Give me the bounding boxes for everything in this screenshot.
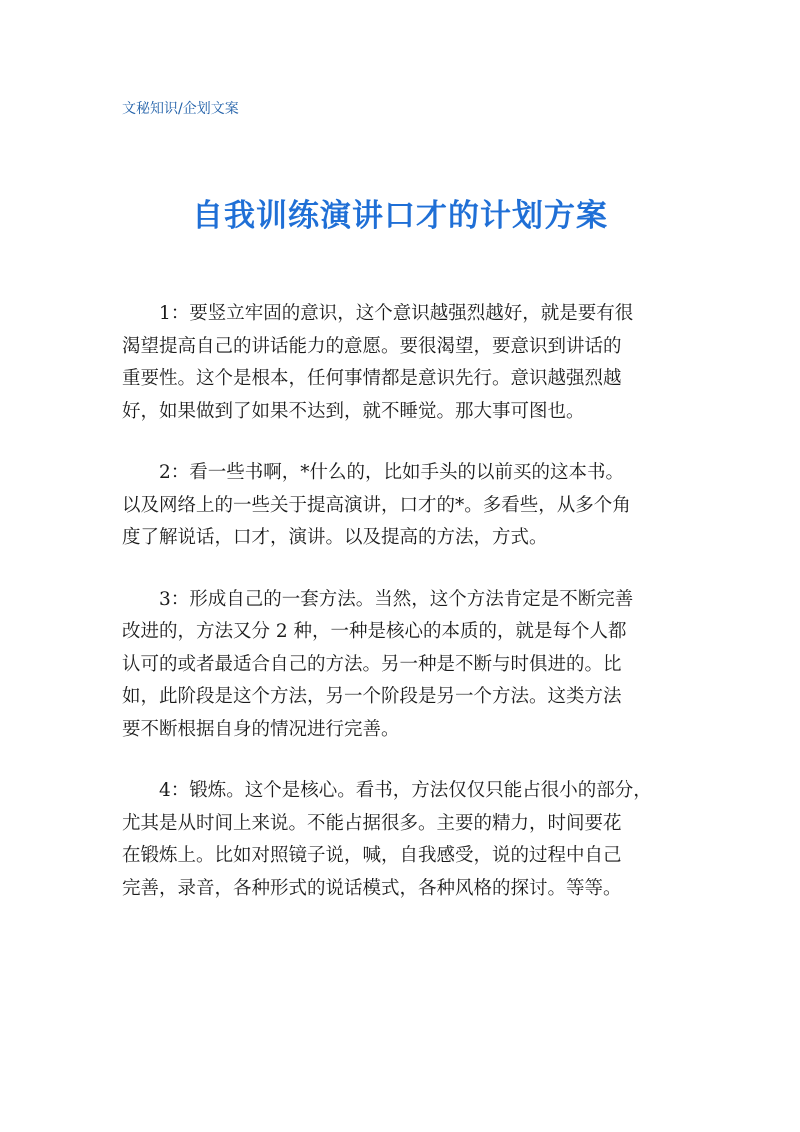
paragraph-line: 渴望提高自己的讲话能力的意愿。要很渴望，要意识到讲话的 [122,335,622,357]
paragraph-line: 如，此阶段是这个方法，另一个阶段是另一个方法。这类方法 [122,686,622,707]
paragraph-line: 完善，录音，各种形式的说话模式，各种风格的探讨。等等。 [122,877,622,899]
paragraph-line: 要不断根据自身的情况进行完善。 [122,718,400,740]
paragraph-line: 3：形成自己的一套方法。当然，这个方法肯定是不断完善 [159,588,634,610]
paragraph-2 [122,457,682,555]
paragraph-line: 2：看一些书啊，*什么的，比如手头的以前买的这本书。 [159,462,625,483]
paragraph-line: 度了解说话，口才，演讲。以及提高的方法，方式。 [122,527,548,548]
paragraph-3 [122,584,682,747]
paragraph-line: 重要性。这个是根本，任何事情都是意识先行。意识越强烈越 [122,368,622,389]
paragraph-line: 认可的或者最适合自己的方法。另一种是不断与时俱进的。比 [122,653,622,675]
paragraph-line: 以及网络上的一些关于提高演讲，口才的*。多看些，从多个角 [122,494,631,516]
document-body [122,298,682,934]
paragraph-line: 好，如果做到了如果不达到，就不睡觉。那大事可图也。 [122,400,585,422]
paragraph-line: 4：锻炼。这个是核心。看书，方法仅仅只能占很小的部分， [159,780,652,801]
document-title: 自我训练演讲口才的计划方案 [192,198,608,234]
paragraph-line: 改进的，方法又分 2 种，一种是核心的本质的，就是每个人都 [122,621,627,642]
paragraph-4 [122,775,682,905]
category-breadcrumb: 文秘知识/企划文案 [122,101,239,117]
paragraph-line: 尤其是从时间上来说。不能占据很多。主要的精力，时间要花 [122,812,622,834]
paragraph-line: 1：要竖立牢固的意识，这个意识越强烈越好，就是要有很 [159,303,634,324]
paragraph-1 [122,298,682,428]
paragraph-line: 在锻炼上。比如对照镜子说，喊，自我感受，说的过程中自己 [122,845,622,866]
